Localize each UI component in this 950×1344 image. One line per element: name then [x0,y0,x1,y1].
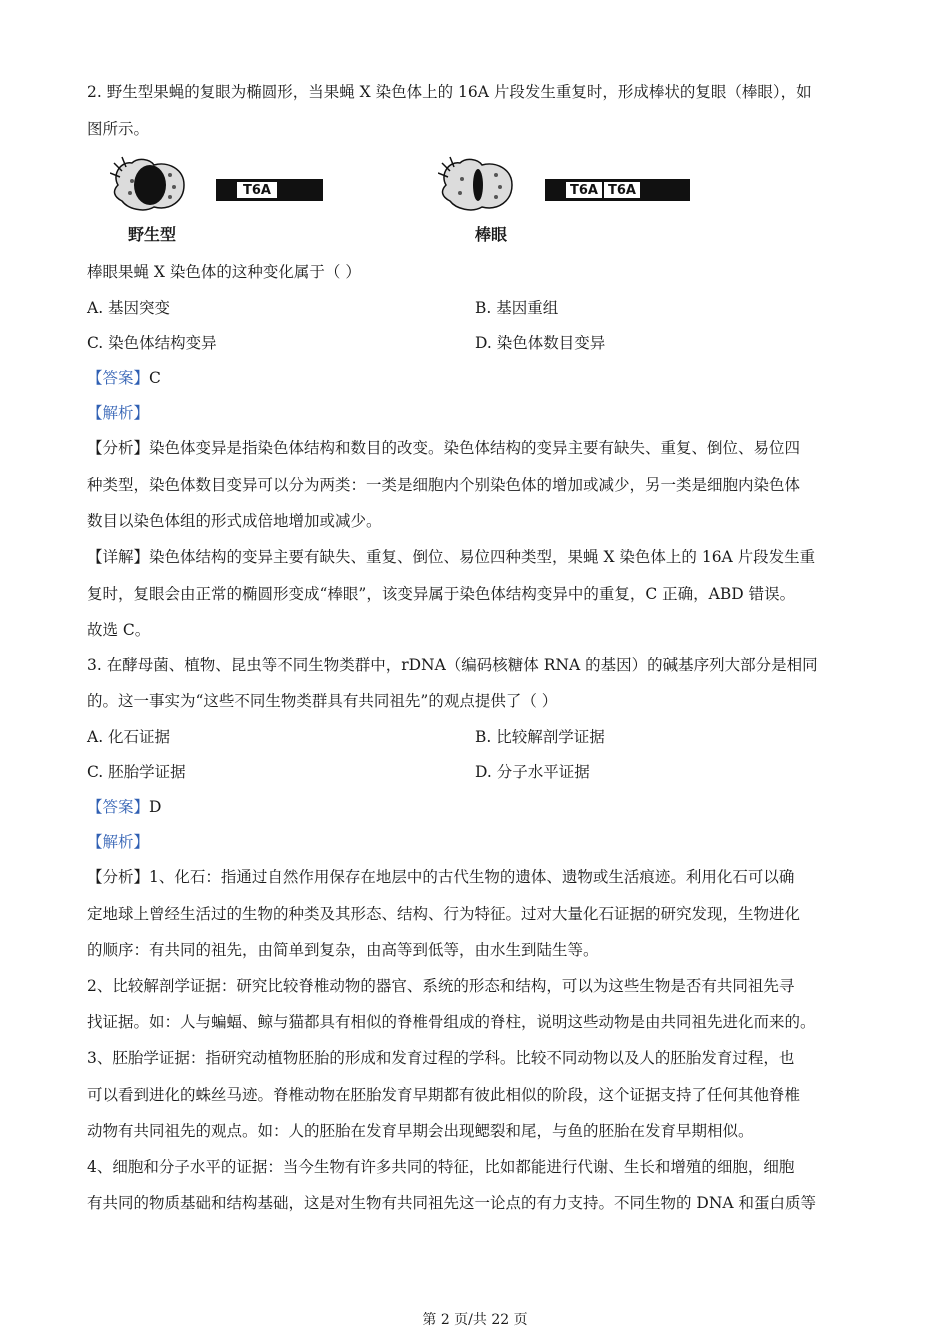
q3-line-5: 找证据。如：人与蝙蝠、鲸与猫都具有相似的脊椎骨组成的脊柱，说明这些动物是由共同祖先进化而来的。 [87,1013,816,1031]
q2-xiangjie-line3: 故选 C。 [87,621,151,639]
q2-fenxi-line2: 种类型，染色体数目变异可以分为两类：一类是细胞内个别染色体的增加或减少，另一类是细胞内染色体 [87,476,801,494]
q2-question: 棒眼果蝇 X 染色体的这种变化属于（ ） [87,263,361,281]
fenxi-tag: 【分析】 [87,868,150,886]
q2-xiangjie-line2: 复时，复眼会由正常的椭圆形变成“棒眼”，该变异属于染色体结构变异中的重复，C 正确，ABD 错误。 [87,585,796,603]
wild-16a-segment: T6A [236,181,278,199]
q2-option-a: A. 基因突变 [87,299,171,317]
q3-analysis-tag [87,832,149,852]
xiangjie-tag: 【详解】 [87,548,150,566]
q3-line-4: 2、比较解剖学证据：研究比较脊椎动物的器官、系统的形态和结构，可以为这些生物是否有共同祖先寻 [87,977,795,995]
q2-fenxi-line3: 数目以染色体组的形式成倍地增加或减少。 [87,512,382,530]
q2-option-b: B. 基因重组 [475,299,559,317]
wild-chromosome [216,179,323,201]
q3-option-c: C. 胚胎学证据 [87,763,186,781]
bar-16a-segment-1: T6A [565,181,603,199]
wild-type-label: 野生型 [128,225,177,244]
q2-answer [87,368,161,388]
q2-option-c: C. 染色体结构变异 [87,334,217,352]
bar-eye-label: 棒眼 [475,225,508,244]
bar-16a-segment-2: T6A [603,181,641,199]
fenxi-text: 染色体变异是指染色体结构和数目的改变。染色体结构的变异主要有缺失、重复、倒位、易位四 [149,439,801,457]
analysis-tag: 【解析】 [87,404,150,422]
answer-tag: 【答案】 [87,798,150,816]
q3-stem-line2: 的。这一事实为“这些不同生物类群具有共同祖先”的观点提供了（ ） [87,692,558,710]
q2-figure [110,150,710,250]
q3-option-a: A. 化石证据 [87,728,171,746]
bar-chromosome [545,179,690,201]
q2-analysis-tag [87,403,149,423]
q3-line-9: 4、细胞和分子水平的证据：当今生物有许多共同的特征，比如都能进行代谢、生长和增殖的细胞，细胞 [87,1158,795,1176]
q3-line-6: 3、胚胎学证据：指研究动植物胚胎的形成和发育过程的学科。比较不同动物以及人的胚胎发育过程，也 [87,1049,795,1067]
q3-stem-line1: 3. 在酵母菌、植物、昆虫等不同生物类群中，rDNA（编码核糖体 RNA 的基因）的碱基序列大部分是相同 [87,656,818,674]
page-footer: 第 2 页/共 22 页 [422,1312,528,1328]
q2-xiangjie-line1 [87,547,815,567]
answer-value: D [149,798,162,816]
answer-tag: 【答案】 [87,369,150,387]
q3-option-d: D. 分子水平证据 [475,763,590,781]
q2-option-d: D. 染色体数目变异 [475,334,606,352]
q3-line-3: 的顺序：有共同的祖先，由简单到复杂，由高等到低等，由水生到陆生等。 [87,941,599,959]
analysis-tag: 【解析】 [87,833,150,851]
q3-line-8: 动物有共同祖先的观点。如：人的胚胎在发育早期会出现鳃裂和尾，与鱼的胚胎在发育早期相似。 [87,1122,754,1140]
q2-stem-line1: 2. 野生型果蝇的复眼为椭圆形，当果蝇 X 染色体上的 16A 片段发生重复时，形成棒状的复眼（棒眼），如 [87,83,812,101]
bar-eye-icon [438,155,518,215]
wild-type-eye-icon [110,155,190,215]
q3-line-7: 可以看到进化的蛛丝马迹。脊椎动物在胚胎发育早期都有彼此相似的阶段，这个证据支持了任何其他脊椎 [87,1086,801,1104]
xiangjie-text: 染色体结构的变异主要有缺失、重复、倒位、易位四种类型，果蝇 X 染色体上的 16A 片段发生重 [149,548,816,566]
answer-value: C [149,369,161,387]
q2-fenxi-line1 [87,438,800,458]
q3-answer [87,797,161,817]
q3-option-b: B. 比较解剖学证据 [475,728,605,746]
fenxi-tag: 【分析】 [87,439,150,457]
q3-line-2: 定地球上曾经生活过的生物的种类及其形态、结构、行为特征。过对大量化石证据的研究发现，生物进化 [87,905,801,923]
fenxi-text: 1、化石：指通过自然作用保存在地层中的古代生物的遗体、遗物或生活痕迹。利用化石可以确 [149,868,795,886]
q3-line-10: 有共同的物质基础和结构基础，这是对生物有共同祖先这一论点的有力支持。不同生物的 DNA 和蛋白质等 [87,1194,817,1212]
q3-line-1 [87,867,794,887]
q2-stem-line2: 图所示。 [87,120,150,138]
